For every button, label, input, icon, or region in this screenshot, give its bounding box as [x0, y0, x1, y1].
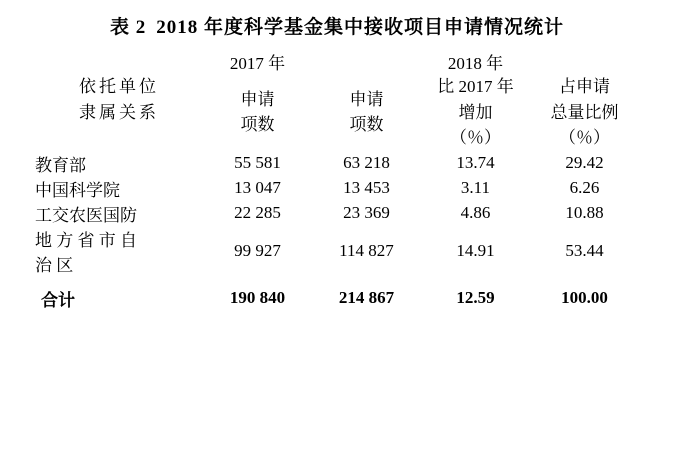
cell-total-increase: 12.59	[456, 288, 495, 307]
cell-industry-share: 10.88	[565, 203, 604, 222]
table-total-row	[35, 276, 639, 321]
table-caption-number: 表 2	[109, 17, 147, 38]
table-header-group-row	[35, 49, 639, 74]
cell-local-increase: 14.91	[456, 240, 495, 260]
column-header-share-line3: （％）	[559, 128, 610, 147]
column-header-2018-apps	[312, 74, 421, 151]
cell-moe-increase: 13.74	[456, 153, 495, 172]
cell-cas-increase: 3.11	[460, 178, 491, 197]
cell-total-2018-apps: 214 867	[338, 288, 395, 307]
cell-moe-share: 29.42	[565, 153, 604, 172]
column-header-increase-line3: （％）	[449, 128, 501, 147]
cell-local-share: 53.44	[565, 240, 604, 260]
column-header-2018-apps-line2: 项数	[349, 115, 384, 135]
row-label-moe: 教育部	[34, 155, 86, 175]
cell-cas-2018-apps: 13 453	[343, 178, 390, 197]
table-caption-text: 2018 年度科学基金集中接收项目申请情况统计	[156, 17, 565, 38]
column-header-share-line1: 占申请	[559, 77, 610, 96]
column-header-share	[530, 74, 639, 151]
cell-local-2018-apps: 114 827	[339, 240, 394, 260]
column-header-2017-apps-line2: 项数	[240, 115, 275, 135]
column-header-increase-line2: 增加	[458, 102, 493, 122]
stub-header-line1: 依托单位	[78, 77, 159, 97]
column-header-increase	[421, 74, 530, 151]
row-label-cas: 中国科学院	[34, 180, 120, 200]
cell-moe-2018-apps: 63 218	[343, 153, 390, 172]
group-header-2018: 2018 年	[447, 54, 504, 73]
cell-industry-2017-apps: 22 285	[234, 203, 281, 222]
row-label-local	[35, 226, 203, 276]
column-header-increase-line1: 比 2017 年	[437, 77, 514, 96]
table-row	[35, 226, 639, 276]
table-caption	[0, 0, 674, 49]
cell-industry-2018-apps: 23 369	[343, 203, 390, 222]
cell-cas-share: 6.26	[569, 178, 600, 197]
statistics-table	[35, 49, 639, 321]
row-label-local-line1: 地 方 省 市 自	[34, 230, 137, 250]
cell-industry-increase: 4.86	[460, 203, 491, 222]
cell-cas-2017-apps: 13 047	[234, 178, 281, 197]
column-header-share-line2: 总量比例	[550, 102, 619, 122]
cell-moe-2017-apps: 55 581	[234, 153, 281, 172]
cell-total-share: 100.00	[561, 288, 608, 307]
column-header-2018-apps-line1: 申请	[349, 89, 384, 109]
table-row	[35, 176, 639, 201]
cell-local-2017-apps: 99 927	[234, 240, 281, 260]
column-header-2017-apps-line1: 申请	[240, 89, 275, 109]
cell-total-2017-apps: 190 840	[229, 288, 286, 307]
column-header-2017-apps	[203, 74, 312, 151]
table-row	[35, 151, 639, 176]
stub-header-line2: 隶属关系	[78, 102, 159, 122]
table-row	[35, 201, 639, 226]
row-label-total: 合计	[40, 290, 75, 310]
row-label-local-line2: 治 区	[34, 255, 74, 275]
group-header-2017: 2017 年	[229, 54, 286, 73]
row-label-industry: 工交农医国防	[34, 205, 137, 225]
stub-header-cell	[35, 49, 203, 151]
